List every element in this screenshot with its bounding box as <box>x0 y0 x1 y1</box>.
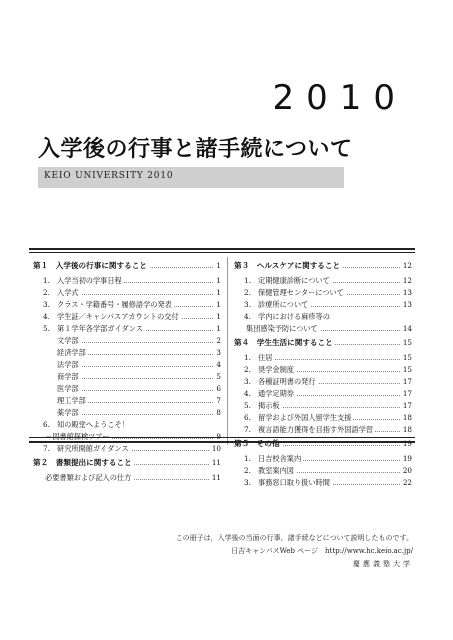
toc-page-number: 12 <box>402 261 412 270</box>
toc-page-number: 17 <box>402 401 412 410</box>
footer-website: 日吉キャンパスWeb ページ http://www.hc.keio.ac.jp/ <box>231 547 413 555</box>
toc-entry-label: 2. 保健管理センターについて <box>234 287 346 299</box>
toc-entry <box>234 376 412 388</box>
toc-entry-label: 第１ 入学後の行事に関すること <box>33 261 147 270</box>
toc-entry <box>234 400 412 412</box>
toc-entry <box>234 388 412 400</box>
toc-page-number: 15 <box>402 338 412 347</box>
toc-page-number: 11 <box>211 458 221 467</box>
toc-entry-label: 薬学部 <box>33 407 81 419</box>
toc-page-number: 1 <box>216 312 221 321</box>
toc-page-number: 7 <box>216 396 221 405</box>
toc-entry <box>234 364 412 376</box>
toc-page-number: 19 <box>402 454 412 463</box>
toc-entry <box>234 453 412 465</box>
toc-entry <box>33 323 221 335</box>
toc-page-number: 14 <box>402 324 412 333</box>
toc-entry-label: 4. 学内における麻疹等の <box>234 311 332 323</box>
toc-entry <box>234 477 412 489</box>
toc-entry-label: 第３ ヘルスケアに関すること <box>234 261 341 270</box>
toc-entry <box>33 371 221 383</box>
toc-entry <box>33 287 221 299</box>
toc-entry <box>33 407 221 419</box>
bottom-rule <box>29 441 415 443</box>
toc-entry-label: 1. 定期健康診断について <box>234 275 332 287</box>
year-heading: 2010 <box>272 78 407 118</box>
university-band <box>38 167 344 188</box>
toc-page-number: 11 <box>211 473 221 482</box>
toc-entry-label: 6. 知の殿堂へようこそ！ <box>33 419 131 431</box>
toc-entry <box>234 311 412 323</box>
toc-entry-label: 5. 掲示板 <box>234 400 282 412</box>
toc-entry <box>33 383 221 395</box>
toc-entry <box>33 275 221 287</box>
toc-entry-label: 理工学部 <box>33 395 88 407</box>
toc-page-number: 13 <box>402 288 412 297</box>
toc-entry-label: 2. 入学式 <box>33 287 81 299</box>
toc-entry-label: 7. 研究所開館ガイダンス <box>33 443 131 455</box>
toc-entry-label: 6. 留学および外国人留学生支援 <box>234 412 353 424</box>
toc-entry-label: 2. 教室案内図 <box>234 465 296 477</box>
toc-entry-label: 第４ 学生生活に関すること <box>234 338 333 347</box>
toc-page-number: 3 <box>216 348 221 357</box>
toc-entry-label: 医学部 <box>33 383 81 395</box>
toc-page-number: 6 <box>216 384 221 393</box>
toc-entry-label: 1. 住居 <box>234 352 274 364</box>
toc-page-number: 18 <box>402 413 412 422</box>
toc-page-number: 18 <box>402 425 412 434</box>
toc-entry-label: 1. 日吉校舎案内 <box>234 453 303 465</box>
toc-section-heading <box>33 260 221 274</box>
toc-entry-label: 3. クラス・学籍番号・履修語学の発表 <box>33 299 174 311</box>
toc-page-number: 1 <box>216 276 221 285</box>
toc-entry <box>234 352 412 364</box>
toc-page-number: 15 <box>402 365 412 374</box>
toc-entry-label: 必要書類および記入の仕方 <box>33 472 133 484</box>
toc-entry <box>33 347 221 359</box>
top-rule-thin <box>29 252 415 253</box>
toc-entry <box>234 287 412 299</box>
toc-entry-label: 3. 各種証明書の発行 <box>234 376 318 388</box>
toc-entry <box>234 424 412 436</box>
toc-page-number: 8 <box>216 408 221 417</box>
toc-section-heading <box>234 337 412 351</box>
toc-entry <box>33 472 221 484</box>
toc-entry <box>234 465 412 477</box>
toc-page-number: 22 <box>402 478 412 487</box>
toc-entry-label: 3. 診療所について <box>234 299 310 311</box>
toc-entry <box>33 359 221 371</box>
page-title: 入学後の行事と諸手続について <box>38 137 353 162</box>
column-separator <box>227 257 228 445</box>
toc-entry-label: 7. 複言語能力獲得を目指す外国語学習 <box>234 424 375 436</box>
toc-page-number: 1 <box>216 324 221 333</box>
toc-entry-label: 第２ 書類提出に関すること <box>33 458 132 467</box>
toc-entry-label: －図書館探検ツアー <box>33 431 111 443</box>
toc-entry <box>33 419 221 431</box>
bottom-rule-thin <box>29 437 415 438</box>
toc-entry <box>33 443 221 455</box>
toc-entry-label: 4. 学生証／キャンパスアカウントの交付 <box>33 311 181 323</box>
toc-page-number: 1 <box>216 300 221 309</box>
toc-entry <box>33 395 221 407</box>
toc-page-number: 17 <box>402 377 412 386</box>
toc-section-heading <box>234 260 412 274</box>
toc-page-number: 1 <box>216 288 221 297</box>
toc-entry-label: 3. 事務窓口取り扱い時間 <box>234 477 332 489</box>
toc-entry-label: 4. 通学定期券 <box>234 388 296 400</box>
toc-page-number: 12 <box>402 276 412 285</box>
toc-entry-label: 商学部 <box>33 371 81 383</box>
toc-page-number: 13 <box>402 300 412 309</box>
toc-entry-label: 経済学部 <box>33 347 88 359</box>
toc-entry <box>234 275 412 287</box>
toc-page-number: 1 <box>216 261 221 270</box>
toc-entry <box>234 323 412 335</box>
toc-page-number: 19 <box>402 439 412 448</box>
toc-page-number: 2 <box>216 336 221 345</box>
top-rule <box>29 248 415 250</box>
toc-entry-label: 集団感染予防について <box>234 323 320 335</box>
toc-entry <box>234 299 412 311</box>
toc-entry <box>234 412 412 424</box>
toc-right-column <box>234 258 412 489</box>
toc-entry-label: 2. 奨学金制度 <box>234 364 296 376</box>
toc-entry-label: 文学部 <box>33 335 81 347</box>
toc-entry-label: 法学部 <box>33 359 81 371</box>
toc-page-number: 4 <box>216 360 221 369</box>
toc-left-column <box>33 258 221 484</box>
toc-entry <box>33 335 221 347</box>
toc-entry-label: 5. 第１学年各学部ガイダンス <box>33 323 145 335</box>
toc-page-number: 17 <box>402 389 412 398</box>
toc-section-heading <box>33 457 221 471</box>
toc-page-number: 5 <box>216 372 221 381</box>
toc-page-number: 20 <box>402 466 412 475</box>
university-band-text: KEIO UNIVERSITY 2010 <box>44 171 174 181</box>
footer-description: この冊子は，入学後の当面の行事，諸手続などについて説明したものです。 <box>175 534 413 542</box>
toc-entry <box>33 299 221 311</box>
toc-entry <box>33 311 221 323</box>
toc-page-number: 9 <box>216 432 221 441</box>
toc-page-number: 15 <box>402 353 412 362</box>
footer-organization: 慶應義塾大学 <box>353 560 413 568</box>
toc-entry-label: 第５ その他 <box>234 439 280 448</box>
toc-entry-label: 1. 入学当初の学事日程 <box>33 275 124 287</box>
footer-note <box>176 532 413 571</box>
toc-page-number: 10 <box>211 444 221 453</box>
